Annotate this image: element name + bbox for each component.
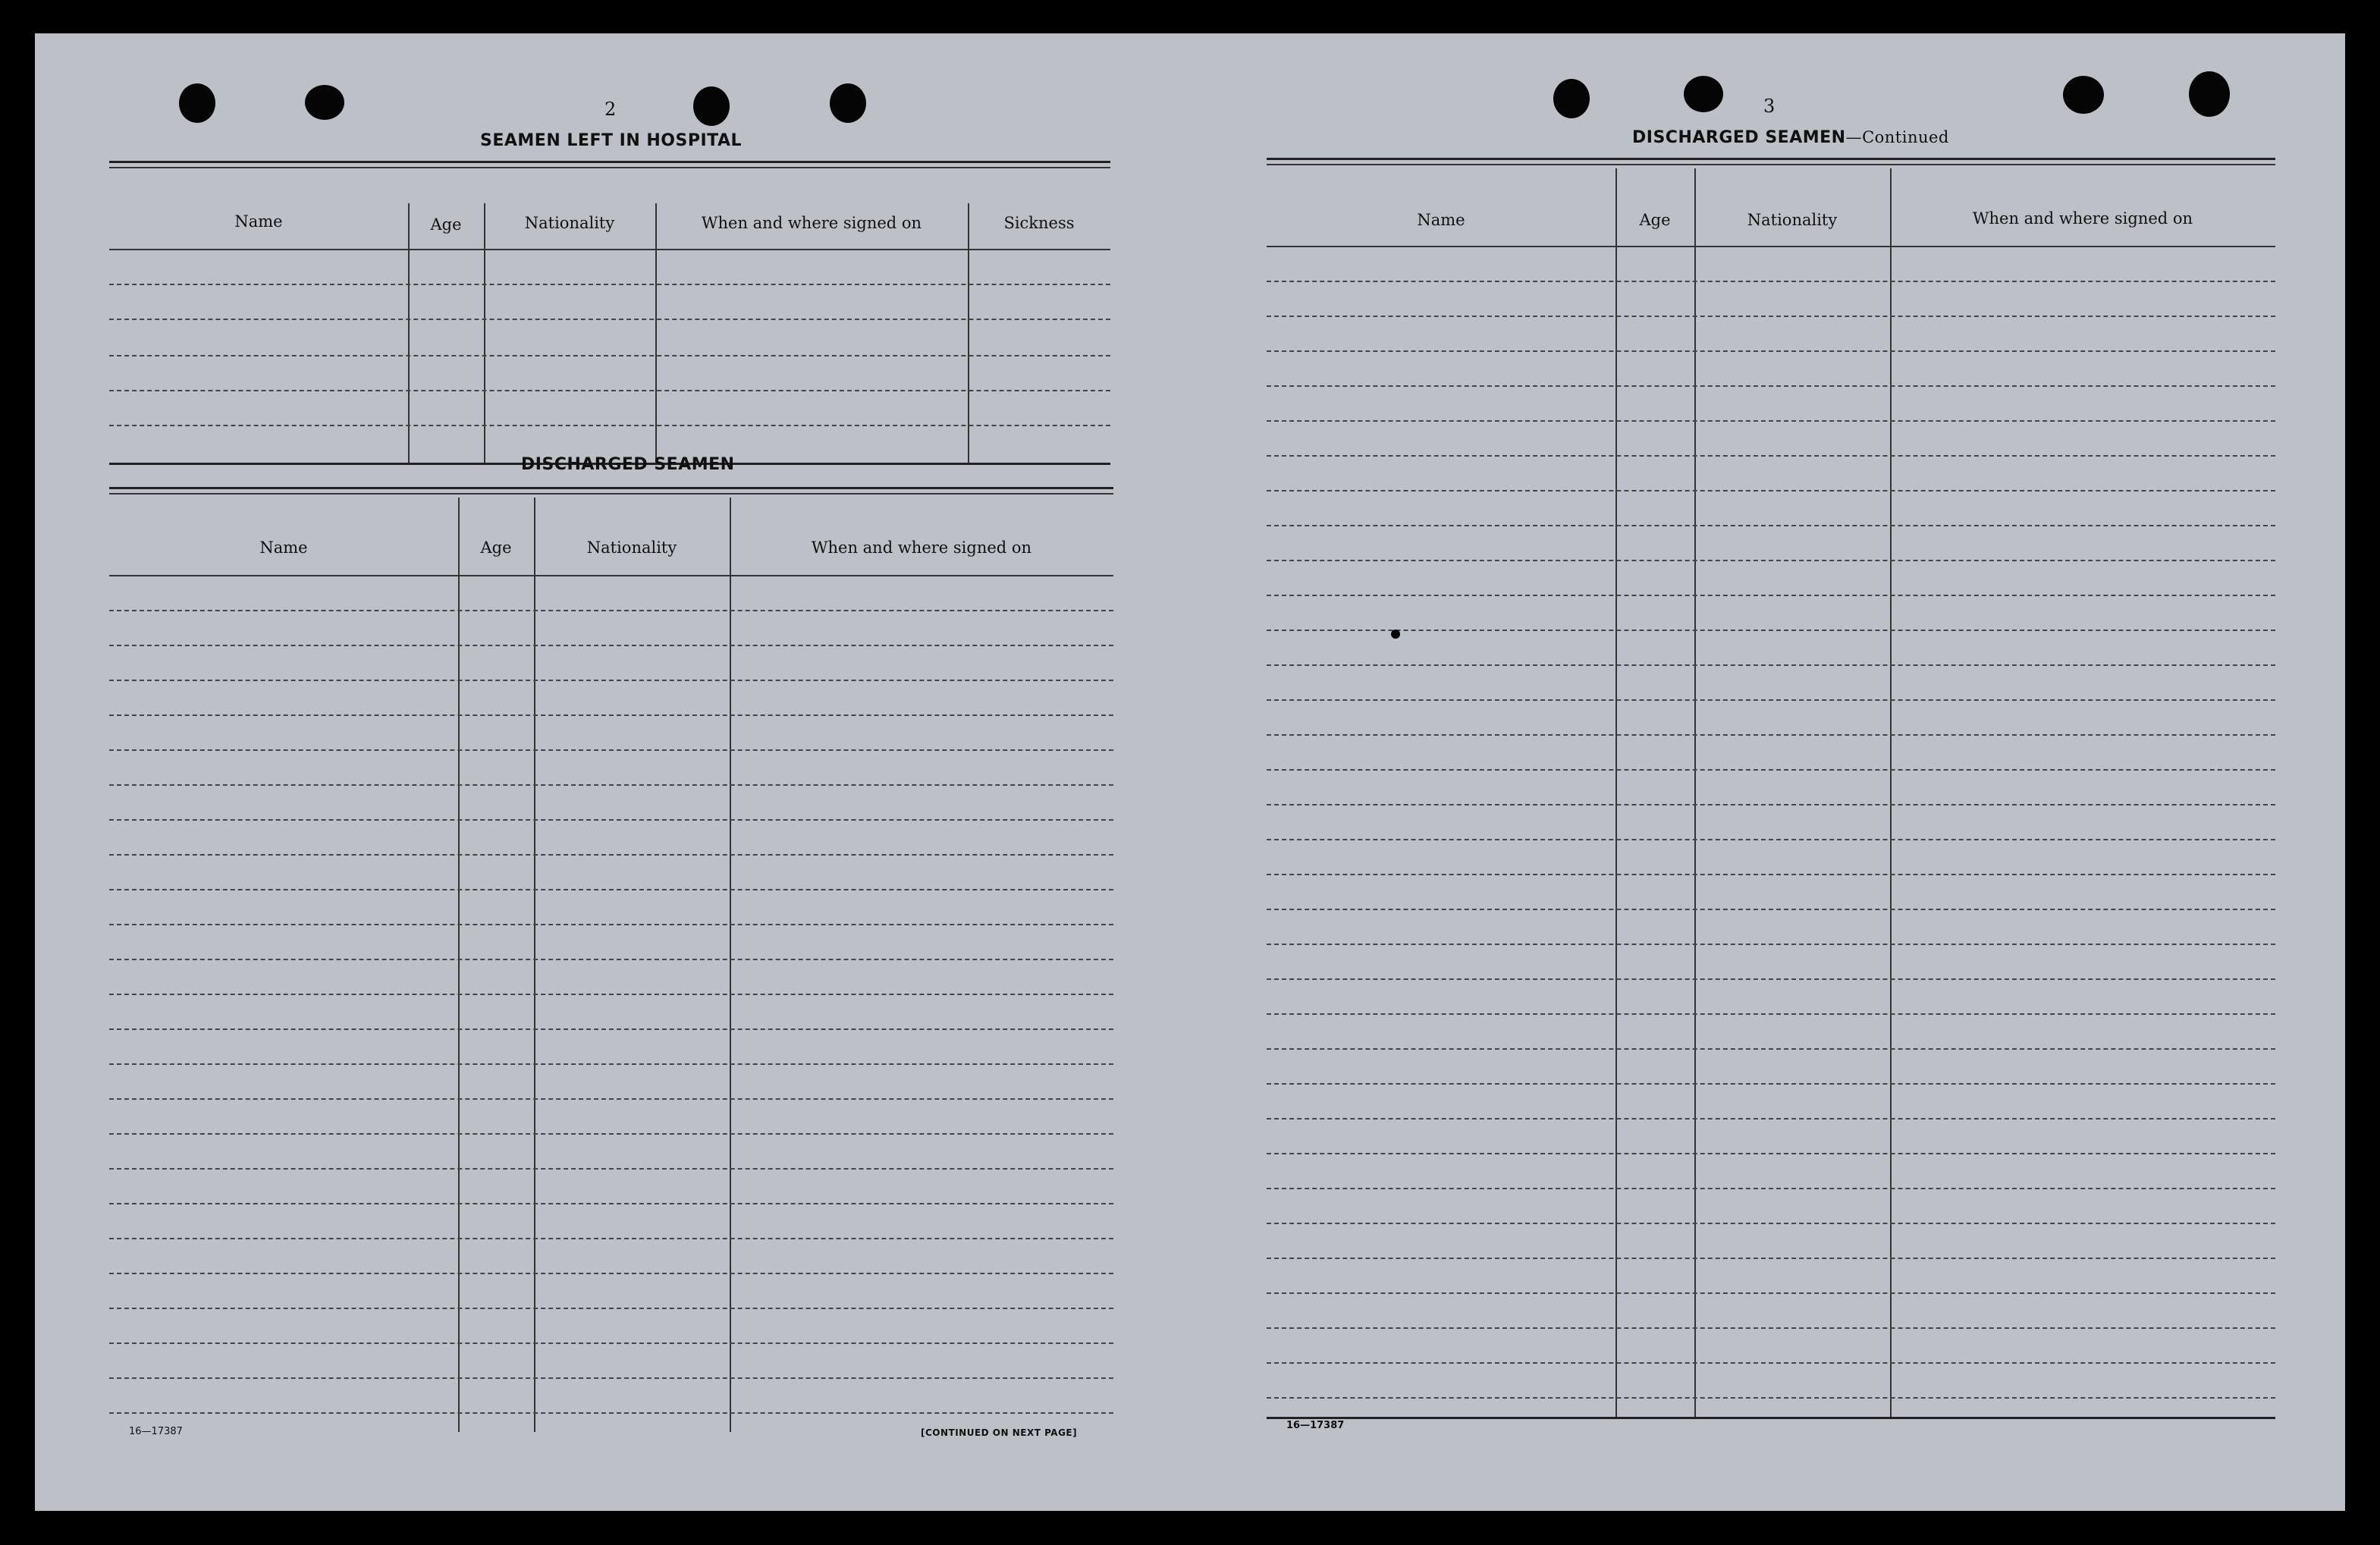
hospital-table [109, 161, 1110, 470]
column-header: Nationality [586, 539, 677, 557]
punch-hole [305, 85, 344, 120]
punch-hole [830, 83, 866, 123]
form-number-right: 16—17387 [1286, 1420, 1345, 1431]
punch-hole [179, 83, 215, 123]
column-header: When and where signed on [811, 539, 1032, 557]
column-header: Age [1639, 211, 1671, 229]
page-number-left: 2 [604, 99, 617, 120]
punch-hole [2063, 76, 2104, 114]
punch-hole [693, 86, 730, 126]
right-title-main: DISCHARGED SEAMEN [1632, 128, 1846, 147]
form-number-left: 16—17387 [129, 1426, 183, 1437]
form-sheet [35, 33, 2345, 1511]
hospital-section-title: SEAMEN LEFT IN HOSPITAL [480, 131, 743, 150]
column-header: Name [234, 212, 283, 231]
column-header: When and where signed on [701, 214, 922, 232]
column-header: Name [1417, 211, 1465, 229]
punch-hole [1553, 79, 1590, 118]
continued-note: [CONTINUED ON NEXT PAGE] [921, 1427, 1078, 1438]
column-header: Age [480, 539, 512, 557]
column-header: Nationality [1747, 211, 1838, 229]
punch-hole [1684, 76, 1723, 112]
discharged-table [109, 487, 1113, 1459]
ink-dot [1391, 630, 1400, 639]
column-header: Name [259, 539, 308, 557]
right-title-suffix: —Continued [1845, 128, 1949, 146]
column-header: Sickness [1003, 214, 1075, 232]
discharged-continued-table [1267, 158, 2275, 1452]
discharged-section-title: DISCHARGED SEAMEN [521, 455, 735, 474]
column-header: Age [430, 215, 462, 234]
right-section-title [1632, 128, 1949, 147]
page-number-right: 3 [1763, 96, 1776, 117]
punch-hole [2189, 71, 2230, 117]
column-header: When and where signed on [1972, 209, 2193, 228]
column-header: Nationality [524, 214, 615, 232]
